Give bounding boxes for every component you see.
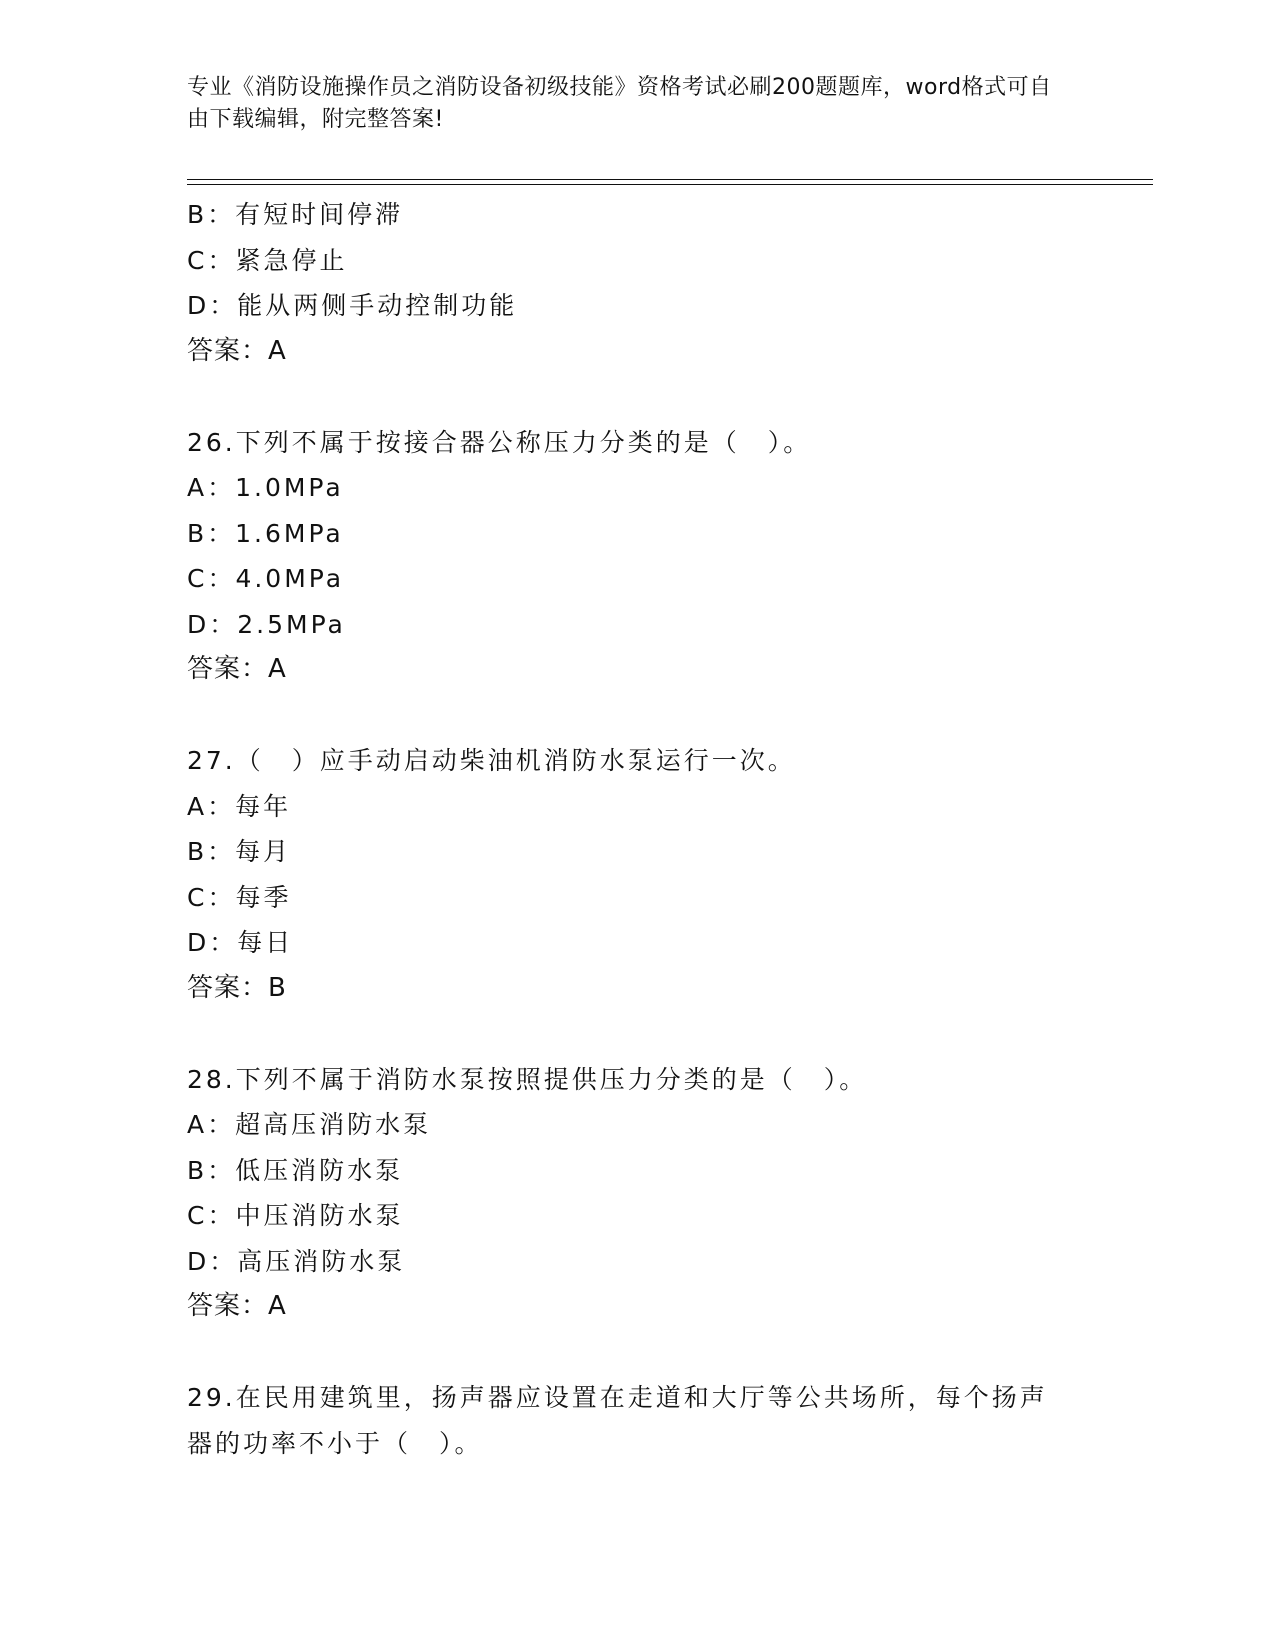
option-d: D：能从两侧手动控制功能 — [187, 291, 518, 320]
option-d: D：2.5MPa — [187, 609, 346, 639]
question-stem: 26.下列不属于按接合器公称压力分类的是（ ）。 — [187, 427, 812, 457]
option-d: D：每日 — [187, 928, 294, 957]
option-a: A：超高压消防水泵 — [187, 1110, 432, 1139]
option-b: B：有短时间停滞 — [187, 200, 404, 229]
question-stem: 28.下列不属于消防水泵按照提供压力分类的是（ ）。 — [187, 1064, 868, 1094]
answer-line: 答案：A — [187, 1291, 287, 1321]
header-divider-bottom — [187, 184, 1153, 185]
answer-line: 答案：B — [187, 972, 287, 1003]
answer-line: 答案：A — [187, 654, 287, 684]
question-block-28 — [187, 1057, 1087, 1330]
option-c: C：4.0MPa — [187, 564, 345, 593]
question-block-25 — [187, 192, 1087, 374]
option-c: C：每季 — [187, 882, 292, 912]
answer-line: 答案：A — [187, 335, 287, 366]
option-b: B：1.6MPa — [187, 518, 344, 548]
header-divider-top — [187, 179, 1153, 180]
option-b: B：每月 — [187, 837, 292, 866]
option-d: D：高压消防水泵 — [187, 1246, 406, 1276]
option-a: A：1.0MPa — [187, 473, 344, 502]
question-block-29 — [187, 1375, 1087, 1466]
question-stem: 29.在民用建筑里，扬声器应设置在走道和大厅等公共场所，每个扬声器的功率不小于（ ）。 — [187, 1383, 1048, 1458]
question-stem: 27.（ ）应手动启动柴油机消防水泵运行一次。 — [187, 746, 796, 775]
option-c: C：中压消防水泵 — [187, 1201, 404, 1230]
option-a: A：每年 — [187, 791, 292, 821]
question-block-27 — [187, 738, 1087, 1011]
option-c: C：紧急停止 — [187, 245, 348, 275]
document-header: 专业《消防设施操作员之消防设备初级技能》资格考试必刷200题题库，word格式可自由下载编辑，附完整答案! — [187, 75, 1052, 132]
question-list — [187, 192, 1087, 1466]
option-b: B：低压消防水泵 — [187, 1155, 404, 1185]
question-block-26 — [187, 420, 1087, 693]
